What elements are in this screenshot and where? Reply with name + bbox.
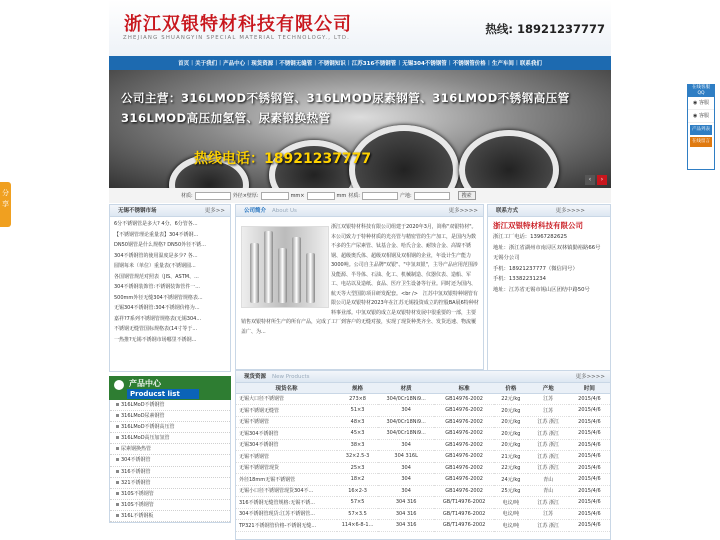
products-cell: 2015/4/6: [569, 474, 610, 486]
company-logo-english: ZHEJIANG SHUANGYIN SPECIAL MATERIAL TECHNOLOGY., LTD.: [123, 35, 351, 41]
nav-item[interactable]: 不锈钢无缝管: [279, 61, 313, 67]
category-item[interactable]: [110, 444, 230, 455]
category-item-label: 316LMoD尿素钢管: [121, 413, 165, 420]
products-cell: GB/T14976-2002: [434, 508, 494, 520]
search-bar: [109, 188, 611, 203]
category-item-label: 321不锈钢管: [121, 479, 151, 486]
news-item[interactable]: 圆钢每米（单位）重量表(不锈钢圆...: [114, 263, 196, 269]
online-service-title: 在线客服 QQ: [688, 85, 714, 97]
nav-separator: |: [487, 60, 490, 66]
nav-item[interactable]: 关于我们: [195, 61, 218, 67]
products-cell[interactable]: 无锡不锈钢管: [236, 451, 337, 463]
news-item[interactable]: 一热推?无锡不锈钢市场哪里不锈钢...: [114, 336, 197, 343]
category-item[interactable]: [110, 411, 230, 422]
products-cell: 青山: [528, 485, 569, 497]
products-table-row: [236, 485, 610, 497]
nav-item[interactable]: 产品中心: [223, 61, 246, 67]
hero-banner: [109, 70, 611, 188]
products-cell[interactable]: 无锡小口径不锈钢管现货304不...: [236, 485, 337, 497]
products-table-row: [236, 428, 610, 440]
news-panel: [109, 204, 231, 372]
contact-line: 地址：浙江省湖州市南浔区双林镇勤裕路66号: [493, 244, 601, 251]
products-panel: [235, 370, 611, 540]
nav-separator: |: [515, 60, 518, 66]
products-cell: 304: [378, 474, 434, 486]
products-cell: GB14976-2002: [434, 393, 494, 405]
nav-item[interactable]: 现货资源: [251, 61, 274, 67]
products-cell: 18×2: [337, 474, 378, 486]
products-cell: 20元/kg: [494, 428, 528, 440]
bullet-icon: [116, 436, 119, 439]
products-cell: GB14976-2002: [434, 462, 494, 474]
products-cell: 22元/kg: [494, 393, 528, 405]
products-cell: GB/T14976-2002: [434, 497, 494, 509]
products-table-row: [236, 474, 610, 486]
bullet-icon: [116, 481, 119, 484]
category-item[interactable]: [110, 500, 230, 511]
search-label-size: 外径×壁厚:: [232, 193, 259, 199]
about-text: 浙江双银特材科技有限公司组建于2020年3月，简称"双银特材"。本公司致力于特种材质的光亮管与精密管的生产加工，是国内为数不多的生产尿素管、钛基合金、哈氏合金、耐蚀合金、高镍不锈钢、超级奥氏体、超级双相钢及双相钢的企业，年设计生产能力3000吨。公司自主品牌"双银"、"中氢双银"，主导产品应用范围涉及能源、半导体、石油、化工、机械制造、仪器仪表、造船、军工、电站以及造纸、食品、医疗卫生设备等行业。同时还为国内、航天等大型国防项目研发配套。<br /> 江苏中氢双银特种钢管有限公司是双银特材2023年在江苏无锡投资成立的控股BA展6特种材料事业部。中氢双银的成立是双银特材发展中很重要的一部，主要销售双银特材所生产的所有产品，完成了工厂到客户的无缝对接，实现了现货种类齐全、发货迅速、物流覆盖广、为...: [241, 224, 479, 335]
contact-more-link[interactable]: 更多>>>>: [555, 208, 585, 214]
products-cell: 江苏 浙江: [528, 428, 569, 440]
product-list-button[interactable]: 产品列表: [690, 125, 712, 135]
category-item-label: 尿素钢换热管: [121, 446, 152, 453]
share-tab[interactable]: 分享: [0, 182, 11, 227]
news-header: [110, 205, 230, 217]
category-item[interactable]: [110, 511, 230, 522]
products-cell: GB14976-2002: [434, 451, 494, 463]
nav-separator: |: [275, 60, 278, 66]
products-cell: 304/0Cr18Ni9...: [378, 393, 434, 405]
products-cell[interactable]: 无锡304不锈钢管: [236, 439, 337, 451]
products-cell: 江苏: [528, 508, 569, 520]
steel-pipe-image: [241, 226, 329, 308]
category-title-en: Producst list: [127, 389, 199, 399]
products-cell: 32×2.5-3: [337, 451, 378, 463]
products-cell: 2015/4/6: [569, 520, 610, 532]
search-label-material-2: 材质:: [348, 193, 360, 199]
products-title-en: New Products: [272, 374, 310, 380]
products-column-header: 材质: [378, 383, 434, 393]
banner-line-1: 公司主营：316LMOD不锈钢管、316LMOD尿素钢管、316LMOD不锈钢高压管: [121, 91, 570, 105]
products-cell: 21元/kg: [494, 451, 528, 463]
products-table-row: [236, 439, 610, 451]
nav-separator: |: [314, 60, 317, 66]
products-cell: 江苏: [528, 393, 569, 405]
products-cell: 51×3: [337, 405, 378, 417]
products-table-header: [236, 383, 610, 393]
products-cell: 48×3: [337, 416, 378, 428]
products-table-row: [236, 520, 610, 532]
products-cell: GB14976-2002: [434, 428, 494, 440]
products-cell: 江苏 浙江: [528, 520, 569, 532]
products-cell: 2015/4/6: [569, 405, 610, 417]
products-cell: GB14976-2002: [434, 474, 494, 486]
products-cell: 273×8: [337, 393, 378, 405]
nav-item[interactable]: 不锈钢管价格: [452, 61, 486, 67]
category-item-label: 304不锈钢管: [121, 457, 151, 464]
products-table-row: [236, 405, 610, 417]
nav-separator: |: [398, 60, 401, 66]
products-cell: 江苏 浙江: [528, 497, 569, 509]
bullet-icon: [116, 514, 119, 517]
products-cell: GB14976-2002: [434, 439, 494, 451]
nav-separator: |: [448, 60, 451, 66]
products-table-row: [236, 416, 610, 428]
search-material2-input[interactable]: [362, 192, 398, 200]
news-item[interactable]: 无锡304不锈钢管:304不锈钢价格为...: [114, 305, 200, 311]
news-item[interactable]: 304不锈钢管的使用温度是多少? 各...: [114, 252, 198, 259]
products-cell: 304: [378, 405, 434, 417]
products-cell: 2015/4/6: [569, 416, 610, 428]
products-cell[interactable]: 无锡304不锈钢管: [236, 428, 337, 440]
category-item[interactable]: [110, 433, 230, 444]
about-title-en: About Us: [272, 208, 297, 214]
products-cell: GB14976-2002: [434, 405, 494, 417]
bullet-icon: [116, 458, 119, 461]
nav-separator: |: [191, 60, 194, 66]
category-panel: [109, 376, 231, 540]
products-cell: 38×3: [337, 439, 378, 451]
products-title: 现货资源: [244, 374, 267, 380]
products-cell: 电议/吨: [494, 520, 528, 532]
products-cell: 114×6-8-1...: [337, 520, 378, 532]
products-cell: 304/0Cr18Ni9...: [378, 428, 434, 440]
nav-separator: |: [247, 60, 250, 66]
products-cell[interactable]: TP321不锈钢管价格-不锈钢无缝...: [236, 520, 337, 532]
products-cell[interactable]: 无锡不锈钢无缝管: [236, 405, 337, 417]
category-list: [109, 400, 231, 523]
products-table-row: [236, 508, 610, 520]
bullet-icon: [116, 425, 119, 428]
products-cell: 25元/kg: [494, 485, 528, 497]
products-cell: 45×3: [337, 428, 378, 440]
products-cell: 青山: [528, 474, 569, 486]
search-wall-input[interactable]: [307, 192, 335, 200]
products-cell: GB14976-2002: [434, 485, 494, 497]
banner-hotline: 热线电话：18921237777: [194, 151, 372, 167]
contact-header: [488, 205, 610, 217]
products-cell: 2015/4/6: [569, 462, 610, 474]
category-title: 产品中心: [129, 379, 161, 388]
online-service-widget: [687, 84, 715, 170]
search-label-material: 材质:: [181, 193, 193, 199]
qq-service-2[interactable]: ◉ 客服: [688, 110, 714, 123]
products-cell: 电议/吨: [494, 497, 528, 509]
nav-item[interactable]: 无锡304不锈钢管: [402, 61, 447, 67]
products-cell: 22元/kg: [494, 462, 528, 474]
nav-item[interactable]: 江苏316不锈钢管: [351, 61, 397, 67]
contact-line: 地址：江苏省无锡市锡山区团结中路50号: [493, 286, 590, 293]
products-cell[interactable]: 无锡大口径不锈钢管: [236, 393, 337, 405]
about-more-link[interactable]: 更多>>>>: [448, 208, 478, 214]
products-cell: 20元/kg: [494, 405, 528, 417]
products-cell: 江苏 浙江: [528, 462, 569, 474]
products-cell: 江苏 浙江: [528, 451, 569, 463]
products-cell: 304 316: [378, 520, 434, 532]
news-list: [110, 217, 230, 347]
category-item-label: 316L不锈钢板: [121, 512, 154, 519]
products-table-row: [236, 497, 610, 509]
news-item[interactable]: DN50钢管是什么规格? DN50外径不锈...: [114, 242, 206, 248]
products-column-header: 产地: [528, 383, 569, 393]
category-item-label: 310S不锈钢管: [121, 501, 154, 508]
products-cell: 2015/4/6: [569, 508, 610, 520]
products-cell: 江苏 浙江: [528, 416, 569, 428]
bullet-icon: [116, 470, 119, 473]
products-cell[interactable]: 无锡不锈钢管: [236, 416, 337, 428]
online-message-button[interactable]: 在线留言: [690, 137, 712, 147]
products-more-link[interactable]: 更多>>>>: [575, 374, 605, 380]
news-item[interactable]: 各国钢管规范对照表（JIS、ASTM、...: [114, 273, 199, 280]
banner-prev-button[interactable]: ‹: [585, 175, 595, 185]
products-table-row: [236, 451, 610, 463]
products-cell: 304: [378, 485, 434, 497]
category-item[interactable]: [110, 400, 230, 411]
products-header: [236, 371, 610, 383]
news-item[interactable]: 嘉祥?7系列不锈钢管规格表(无锡304...: [114, 315, 202, 322]
category-icon: [114, 380, 124, 390]
products-cell: 304: [378, 462, 434, 474]
search-label-place: 产地:: [399, 193, 412, 199]
products-cell: 57×5: [337, 497, 378, 509]
qq-service-1[interactable]: ◉ 客服: [688, 97, 714, 110]
products-column-header: 规格: [337, 383, 378, 393]
products-column-header: 价格: [494, 383, 528, 393]
products-cell: 57×3.5: [337, 508, 378, 520]
category-item[interactable]: [110, 489, 230, 500]
bullet-icon: [116, 403, 119, 406]
nav-separator: |: [219, 60, 222, 66]
news-item[interactable]: 500mm外径无缝304不锈钢管规格表...: [114, 294, 203, 301]
nav-item[interactable]: 联系我们: [519, 61, 542, 67]
products-cell: 2015/4/6: [569, 428, 610, 440]
contact-company-name: 浙江双银特材科技有限公司: [493, 221, 583, 230]
search-od-input[interactable]: [261, 192, 289, 200]
news-title: 无锡不锈钢市场: [118, 208, 157, 214]
search-material-input[interactable]: [195, 192, 231, 200]
main-nav: [109, 56, 611, 70]
products-cell: 25×3: [337, 462, 378, 474]
products-cell[interactable]: 304不锈钢管现货:江苏不锈钢管...: [236, 508, 337, 520]
search-unit-1: mm×: [290, 192, 305, 199]
category-item[interactable]: [110, 467, 230, 478]
products-cell: 304 316L: [378, 451, 434, 463]
products-cell: GB/T14976-2002: [434, 520, 494, 532]
products-cell: 2015/4/6: [569, 451, 610, 463]
products-cell: 20元/kg: [494, 439, 528, 451]
pipe-graphic: [459, 130, 559, 188]
products-cell: 2015/4/6: [569, 497, 610, 509]
contact-body: [488, 217, 610, 298]
contact-title: 联系方式: [496, 208, 519, 214]
products-cell: 24元/kg: [494, 474, 528, 486]
category-item-label: 316不锈钢管: [121, 468, 151, 475]
products-cell[interactable]: 外径18mm无锡不锈钢管: [236, 474, 337, 486]
products-table: [236, 383, 610, 532]
products-table-row: [236, 393, 610, 405]
products-table-row: [236, 462, 610, 474]
banner-next-button[interactable]: ›: [597, 175, 607, 185]
contact-line: 手机：13382231234: [493, 276, 546, 282]
bullet-icon: [116, 492, 119, 495]
contact-panel: [487, 204, 611, 372]
news-more-link[interactable]: 更多>>: [204, 208, 225, 214]
about-header: [236, 205, 483, 217]
bullet-icon: [116, 447, 119, 450]
news-item[interactable]: 304不锈钢装饰管:不锈钢装饰管件一...: [114, 284, 200, 290]
products-cell: 16×2-3: [337, 485, 378, 497]
news-item[interactable]: 不锈钢无缝管国标规格表(14寸等于...: [114, 326, 198, 332]
products-cell[interactable]: 无锡不锈钢管现货: [236, 462, 337, 474]
products-cell: 江苏: [528, 405, 569, 417]
site-header: [109, 0, 611, 56]
hotline-number: 热线: 18921237777: [485, 22, 605, 36]
category-item[interactable]: [110, 478, 230, 489]
company-logo-title: 浙江双银特材科技有限公司: [124, 14, 352, 35]
products-cell: GB14976-2002: [434, 416, 494, 428]
products-cell: 2015/4/6: [569, 485, 610, 497]
contact-line: 手机：18921237777（微信同号）: [493, 265, 578, 272]
products-cell: 304 316: [378, 497, 434, 509]
category-item-label: 316LMoD不锈钢高压管: [121, 424, 175, 431]
products-cell[interactable]: 316不锈钢无缝管规格:无锡不锈...: [236, 497, 337, 509]
products-cell: 江苏 浙江: [528, 439, 569, 451]
category-header: [109, 376, 231, 400]
products-column-header: 时间: [569, 383, 610, 393]
bullet-icon: [116, 414, 119, 417]
contact-line: 浙江工厂电话：13967282625: [493, 234, 568, 240]
category-item-label: 310S不锈钢管: [121, 490, 154, 497]
contact-line: 无锡分公司: [493, 255, 520, 261]
qq-icon: ◉: [693, 113, 698, 119]
products-cell: 304 316: [378, 508, 434, 520]
search-unit-2: mm: [336, 192, 347, 199]
category-item[interactable]: [110, 422, 230, 433]
about-title: 公司简介: [244, 208, 267, 214]
category-item-label: 316LMoD高压加氢管: [121, 435, 170, 442]
search-place-input[interactable]: [414, 192, 450, 200]
category-item[interactable]: [110, 455, 230, 466]
products-cell: 304/0Cr18Ni9...: [378, 416, 434, 428]
products-cell: 2015/4/6: [569, 393, 610, 405]
products-cell: 2015/4/6: [569, 439, 610, 451]
qq-icon: ◉: [693, 100, 698, 106]
nav-item[interactable]: 首页: [178, 61, 190, 67]
search-button[interactable]: 搜索: [458, 191, 476, 200]
products-column-header: 标准: [434, 383, 494, 393]
category-item-label: 316LMoD不锈钢管: [121, 402, 165, 408]
news-item[interactable]: 【不锈钢管理论重量表】304不锈钢...: [114, 231, 199, 238]
products-column-header: 现货名称: [236, 383, 337, 393]
nav-item[interactable]: 生产车间: [491, 61, 514, 67]
bullet-icon: [116, 503, 119, 506]
nav-item[interactable]: 不锈钢知识: [318, 61, 346, 67]
banner-line-2: 316LMOD高压加氢管、尿素钢换热管: [121, 111, 331, 125]
about-panel: [235, 204, 484, 370]
news-item[interactable]: 6分不锈钢管是多大? 4分、6分管各...: [114, 221, 198, 227]
products-cell: 20元/kg: [494, 416, 528, 428]
products-cell: 304: [378, 439, 434, 451]
nav-separator: |: [347, 60, 350, 66]
products-cell: 电议/吨: [494, 508, 528, 520]
